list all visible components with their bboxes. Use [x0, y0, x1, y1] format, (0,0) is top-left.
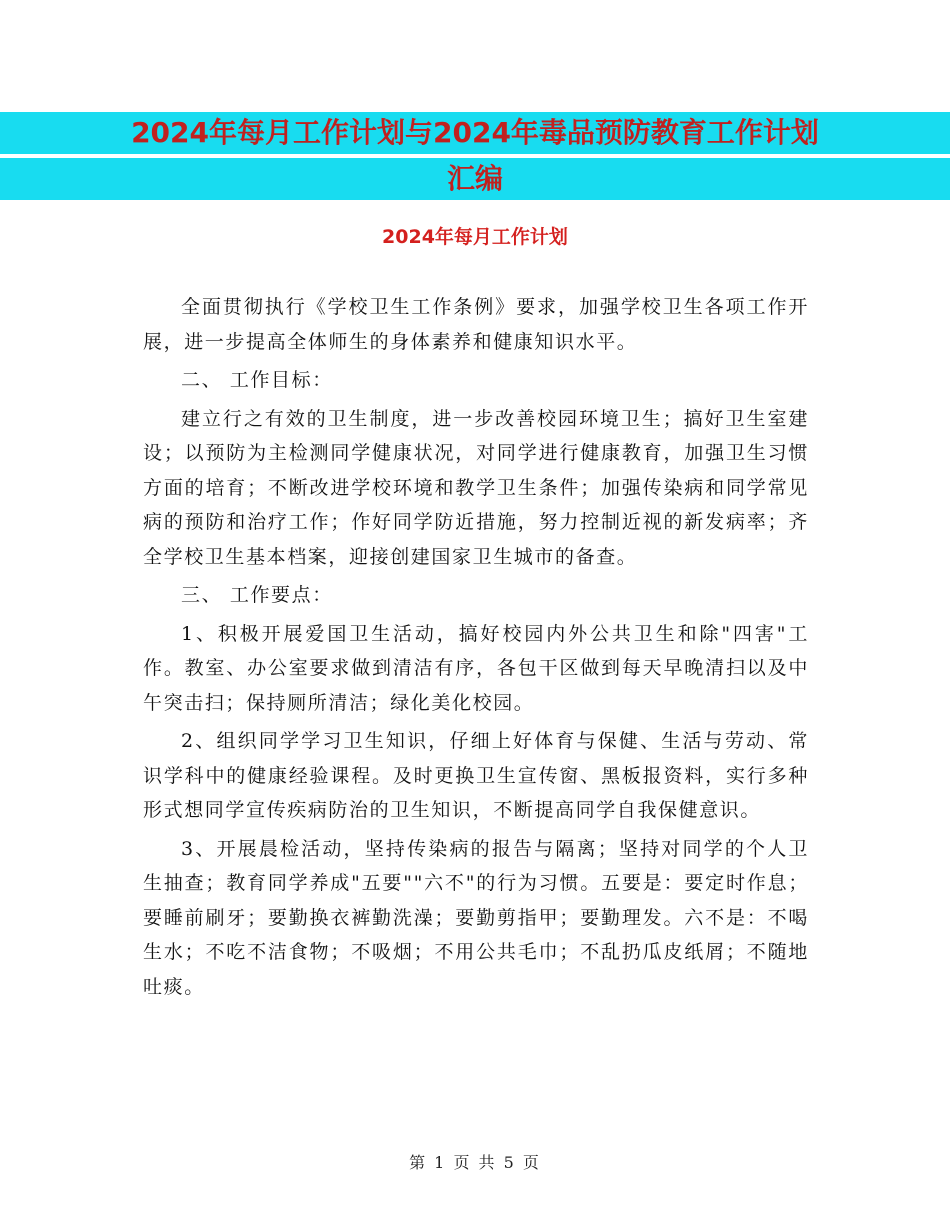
- paragraph-point-1: 1、积极开展爱国卫生活动，搞好校园内外公共卫生和除"四害"工作。教室、办公室要求做到清洁有序，各包干区做到每天早晚清扫以及中午突击扫；保持厕所清洁；绿化美化校园。: [143, 622, 809, 714]
- heading-goals: 二、 工作目标：: [181, 369, 333, 391]
- paragraph-point-2: 2、组织同学学习卫生知识，仔细上好体育与保健、生活与劳动、常识学科中的健康经验课程。及时更换卫生宣传窗、黑板报资料，实行多种形式想同学宣传疾病防治的卫生知识，不断提高同学自我保健意识。: [143, 730, 809, 821]
- paragraph-goals: 建立行之有效的卫生制度，进一步改善校园环境卫生；搞好卫生室建设；以预防为主检测同学健康状况，对同学进行健康教育，加强卫生习惯方面的培育；不断改进学校环境和教学卫生条件；加强传染病和同学常见病的预防和治疗工作；作好同学防近措施，努力控制近视的新发病率；齐全学校卫生基本档案，迎接创建国家卫生城市的备查。: [143, 407, 809, 568]
- document-body: [143, 290, 809, 1008]
- paragraph-intro: 全面贯彻执行《学校卫生工作条例》要求，加强学校卫生各项工作开展，进一步提高全体师生的身体素养和健康知识水平。: [143, 296, 809, 353]
- page-footer: 第 1 页 共 5 页: [409, 1153, 541, 1172]
- document-title-line-1: 2024年每月工作计划与2024年毒品预防教育工作计划: [131, 116, 819, 149]
- paragraph-point-3: 3、开展晨检活动，坚持传染病的报告与隔离；坚持对同学的个人卫生抽查；教育同学养成"五要""六不"的行为习惯。五要是：要定时作息；要睡前刷牙；要勤换衣裤勤洗澡；要勤剪指甲；要勤理发。六不是：不喝生水；不吃不洁食物；不吸烟；不用公共毛巾；不乱扔瓜皮纸屑；不随地吐痰。: [143, 837, 809, 998]
- heading-key-points: 三、 工作要点：: [181, 584, 333, 606]
- document-title-line-2: 汇编: [446, 162, 503, 195]
- section-title: 2024年每月工作计划: [382, 226, 568, 248]
- document-title: [0, 112, 950, 200]
